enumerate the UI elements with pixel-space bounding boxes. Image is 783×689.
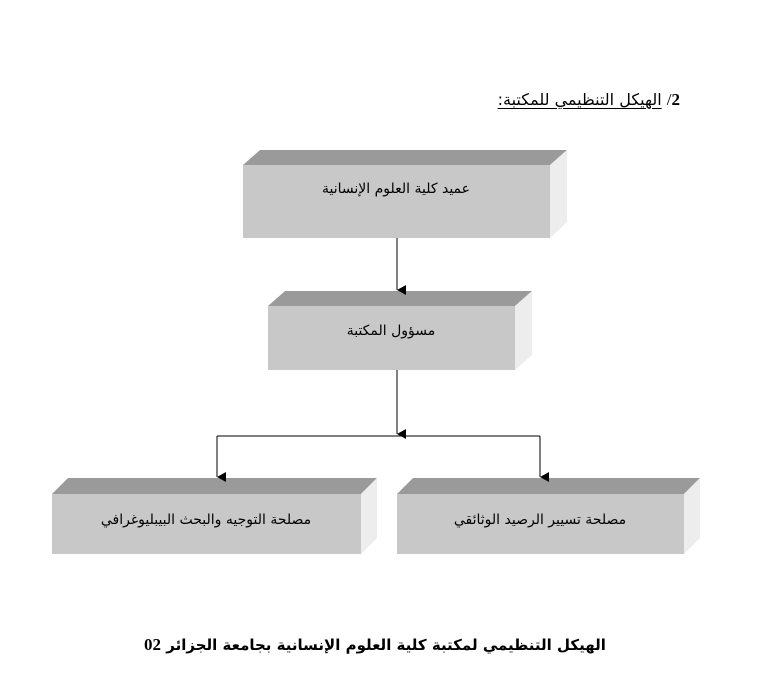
dean-box-side (550, 150, 567, 238)
dean-box-front (243, 165, 550, 238)
dean-box (243, 150, 567, 238)
head-librarian-box-label: مسؤول المكتبة (346, 323, 436, 339)
head-librarian-box-top (268, 291, 532, 306)
head-librarian-box (268, 291, 532, 370)
caption-text: الهيكل التنظيمي لمكتبة كلية العلوم الإنسانية بجامعة الجزائر (166, 636, 606, 654)
collection-management-box (397, 478, 700, 554)
dean-box-label: عميد كلية العلوم الإنسانية (322, 181, 470, 197)
caption-number: 02 (144, 635, 162, 654)
dean-box-top (243, 150, 567, 165)
guidance-research-box-label: مصلحة التوجيه والبحث البيبليوغرافي (100, 512, 312, 528)
section-separator: / (666, 90, 672, 109)
section-title: الهيكل التنظيمي للمكتبة: (497, 90, 662, 109)
collection-management-box-label: مصلحة تسيير الرصيد الوثائقي (453, 512, 627, 528)
collection-management-box-top (397, 478, 700, 494)
section-number: 2 (671, 90, 680, 109)
guidance-research-box (52, 478, 377, 554)
guidance-research-box-top (52, 478, 377, 494)
figure-caption (140, 635, 610, 661)
